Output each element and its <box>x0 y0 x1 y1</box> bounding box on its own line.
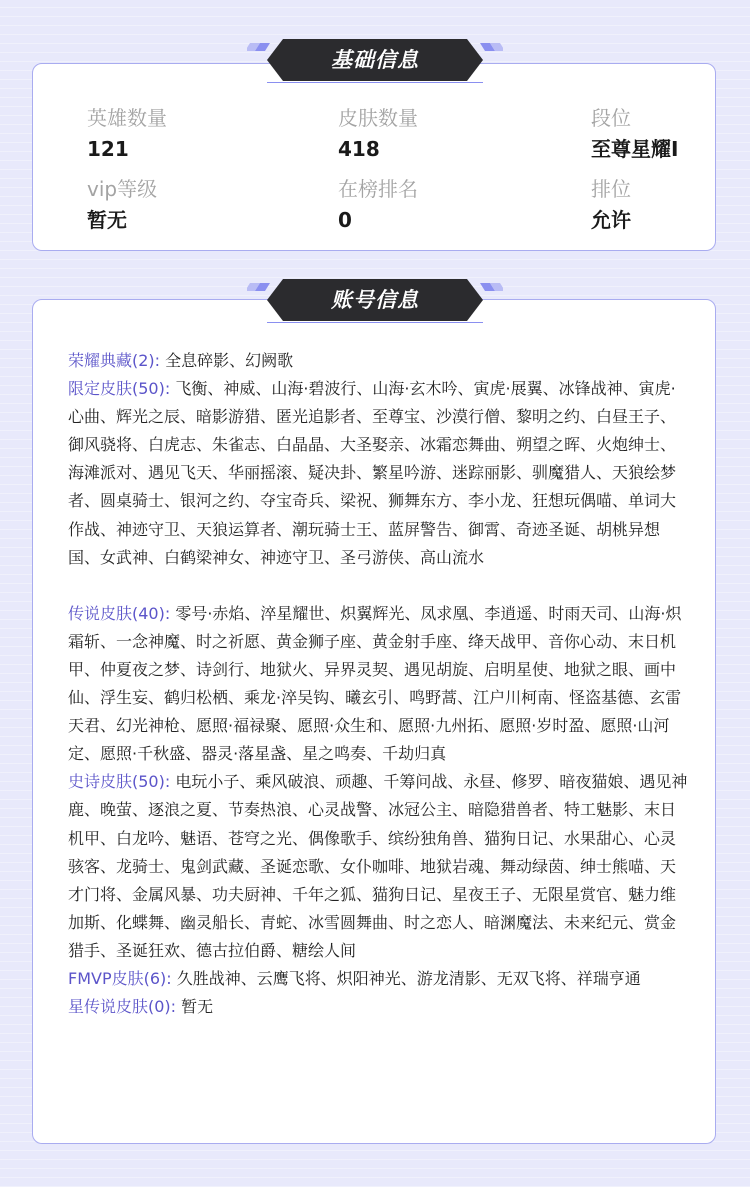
limited-skins-row <box>68 375 690 572</box>
star-legend-skins-items: 暂无 <box>181 997 214 1017</box>
hero-count-stat <box>87 105 287 162</box>
leaderboard-rank-value: 0 <box>338 208 352 232</box>
honor-collection-row <box>68 347 690 375</box>
basic-info-banner <box>247 37 503 83</box>
limited-skins-label: 限定皮肤(50): <box>68 379 171 399</box>
basic-info-title: 基础信息 <box>331 48 419 72</box>
hero-count-value: 121 <box>87 137 129 161</box>
spacer <box>68 572 690 600</box>
account-info-title: 账号信息 <box>331 288 419 312</box>
legendary-skins-label: 传说皮肤(40): <box>68 603 171 623</box>
queue-value: 允许 <box>591 208 631 232</box>
honor-collection-label: 荣耀典藏(2): <box>68 351 161 370</box>
skin-list <box>68 347 690 1021</box>
basic-info-card <box>32 63 716 251</box>
epic-skins-row <box>68 768 690 965</box>
honor-collection-items: 全息碎影、幻阙歌 <box>165 351 294 370</box>
vip-level-stat <box>87 176 287 233</box>
fmvp-skins-row <box>68 965 690 993</box>
skin-count-label: 皮肤数量 <box>338 106 418 130</box>
queue-label: 排位 <box>591 177 631 201</box>
rank-stat <box>591 105 711 162</box>
vip-level-value: 暂无 <box>87 208 127 232</box>
legendary-skins-row <box>68 600 690 769</box>
fmvp-skins-items: 久胜战神、云鹰飞将、炽阳神光、游龙清影、无双飞将、祥瑞亨通 <box>176 968 641 988</box>
queue-stat <box>591 176 711 233</box>
vip-level-label: vip等级 <box>87 177 158 201</box>
legendary-skins-items: 零号·赤焰、淬星耀世、炽翼辉光、凤求凰、李逍遥、时雨天司、山海·炽霜斩、一念神魔、时之祈愿、黄金狮子座、黄金射手座、绛天战甲、音你心动、末日机甲、仲夏夜之梦、诗剑行、地狱火、异界灵契、遇见胡旋、启明星使、地狱之眼、画中仙、浮生妄、鹤归松栖、乘龙·淬吴钩、曦玄引、鸣野蒿、江户川柯南、怪盗基德、玄雷天君、幻光神枪、愿照·福禄聚、愿照·众生和、愿照·九州拓、愿照·岁时盈、愿照·山河定、愿照·千秋盛、器灵·落星盏、星之鸣奏、千劫归真 <box>68 603 682 764</box>
fmvp-skins-label: FMVP皮肤(6): <box>68 968 172 988</box>
star-legend-skins-label: 星传说皮肤(0): <box>68 997 177 1017</box>
star-legend-skins-row <box>68 993 690 1021</box>
skin-count-stat <box>338 105 538 162</box>
account-info-banner <box>247 277 503 323</box>
hero-count-label: 英雄数量 <box>87 106 167 130</box>
epic-skins-label: 史诗皮肤(50): <box>68 772 171 792</box>
rank-value: 至尊星耀I <box>591 137 679 161</box>
epic-skins-items: 电玩小子、乘风破浪、顽趣、千筹问战、永昼、修罗、暗夜猫娘、遇见神鹿、晚萤、逐浪之夏、节奏热浪、心灵战警、冰冠公主、暗隐猎兽者、特工魅影、末日机甲、白龙吟、魅语、苍穹之光、偶像歌手、缤纷独角兽、猫狗日记、水果甜心、心灵骇客、龙骑士、鬼剑武藏、圣诞恋歌、女仆咖啡、地狱岩魂、舞动绿茵、绅士熊喵、天才门将、金属风暴、功夫厨神、千年之狐、猫狗日记、星夜王子、无限星赏官、魅力维加斯、化蝶舞、幽灵船长、青蛇、冰雪圆舞曲、时之恋人、暗渊魔法、未来纪元、赏金猎手、圣诞狂欢、德古拉伯爵、糖绘人间 <box>68 772 688 960</box>
rank-label: 段位 <box>591 106 631 130</box>
leaderboard-rank-label: 在榜排名 <box>338 177 418 201</box>
skin-count-value: 418 <box>338 137 380 161</box>
leaderboard-rank-stat <box>338 176 538 233</box>
limited-skins-items: 飞衡、神威、山海·碧波行、山海·玄木吟、寅虎·展翼、冰锋战神、寅虎·心曲、辉光之辰、暗影游猎、匿光追影者、至尊宝、沙漠行僧、黎明之约、白昼王子、御风骁将、白虎志、朱雀志、白晶晶、大圣娶亲、冰霜恋舞曲、朔望之晖、火炮绅士、海滩派对、遇见飞天、华丽摇滚、疑决卦、繁星吟游、迷踪丽影、驯魔猎人、天狼绘梦者、圆桌骑士、银河之约、夺宝奇兵、梁祝、狮舞东方、李小龙、狂想玩偶喵、单词大作战、神迹守卫、天狼运算者、潮玩骑士王、蓝屏警告、御霄、奇迹圣诞、胡桃异想国、女武神、白鹤梁神女、神迹守卫、圣弓游侠、高山流水 <box>68 379 677 567</box>
